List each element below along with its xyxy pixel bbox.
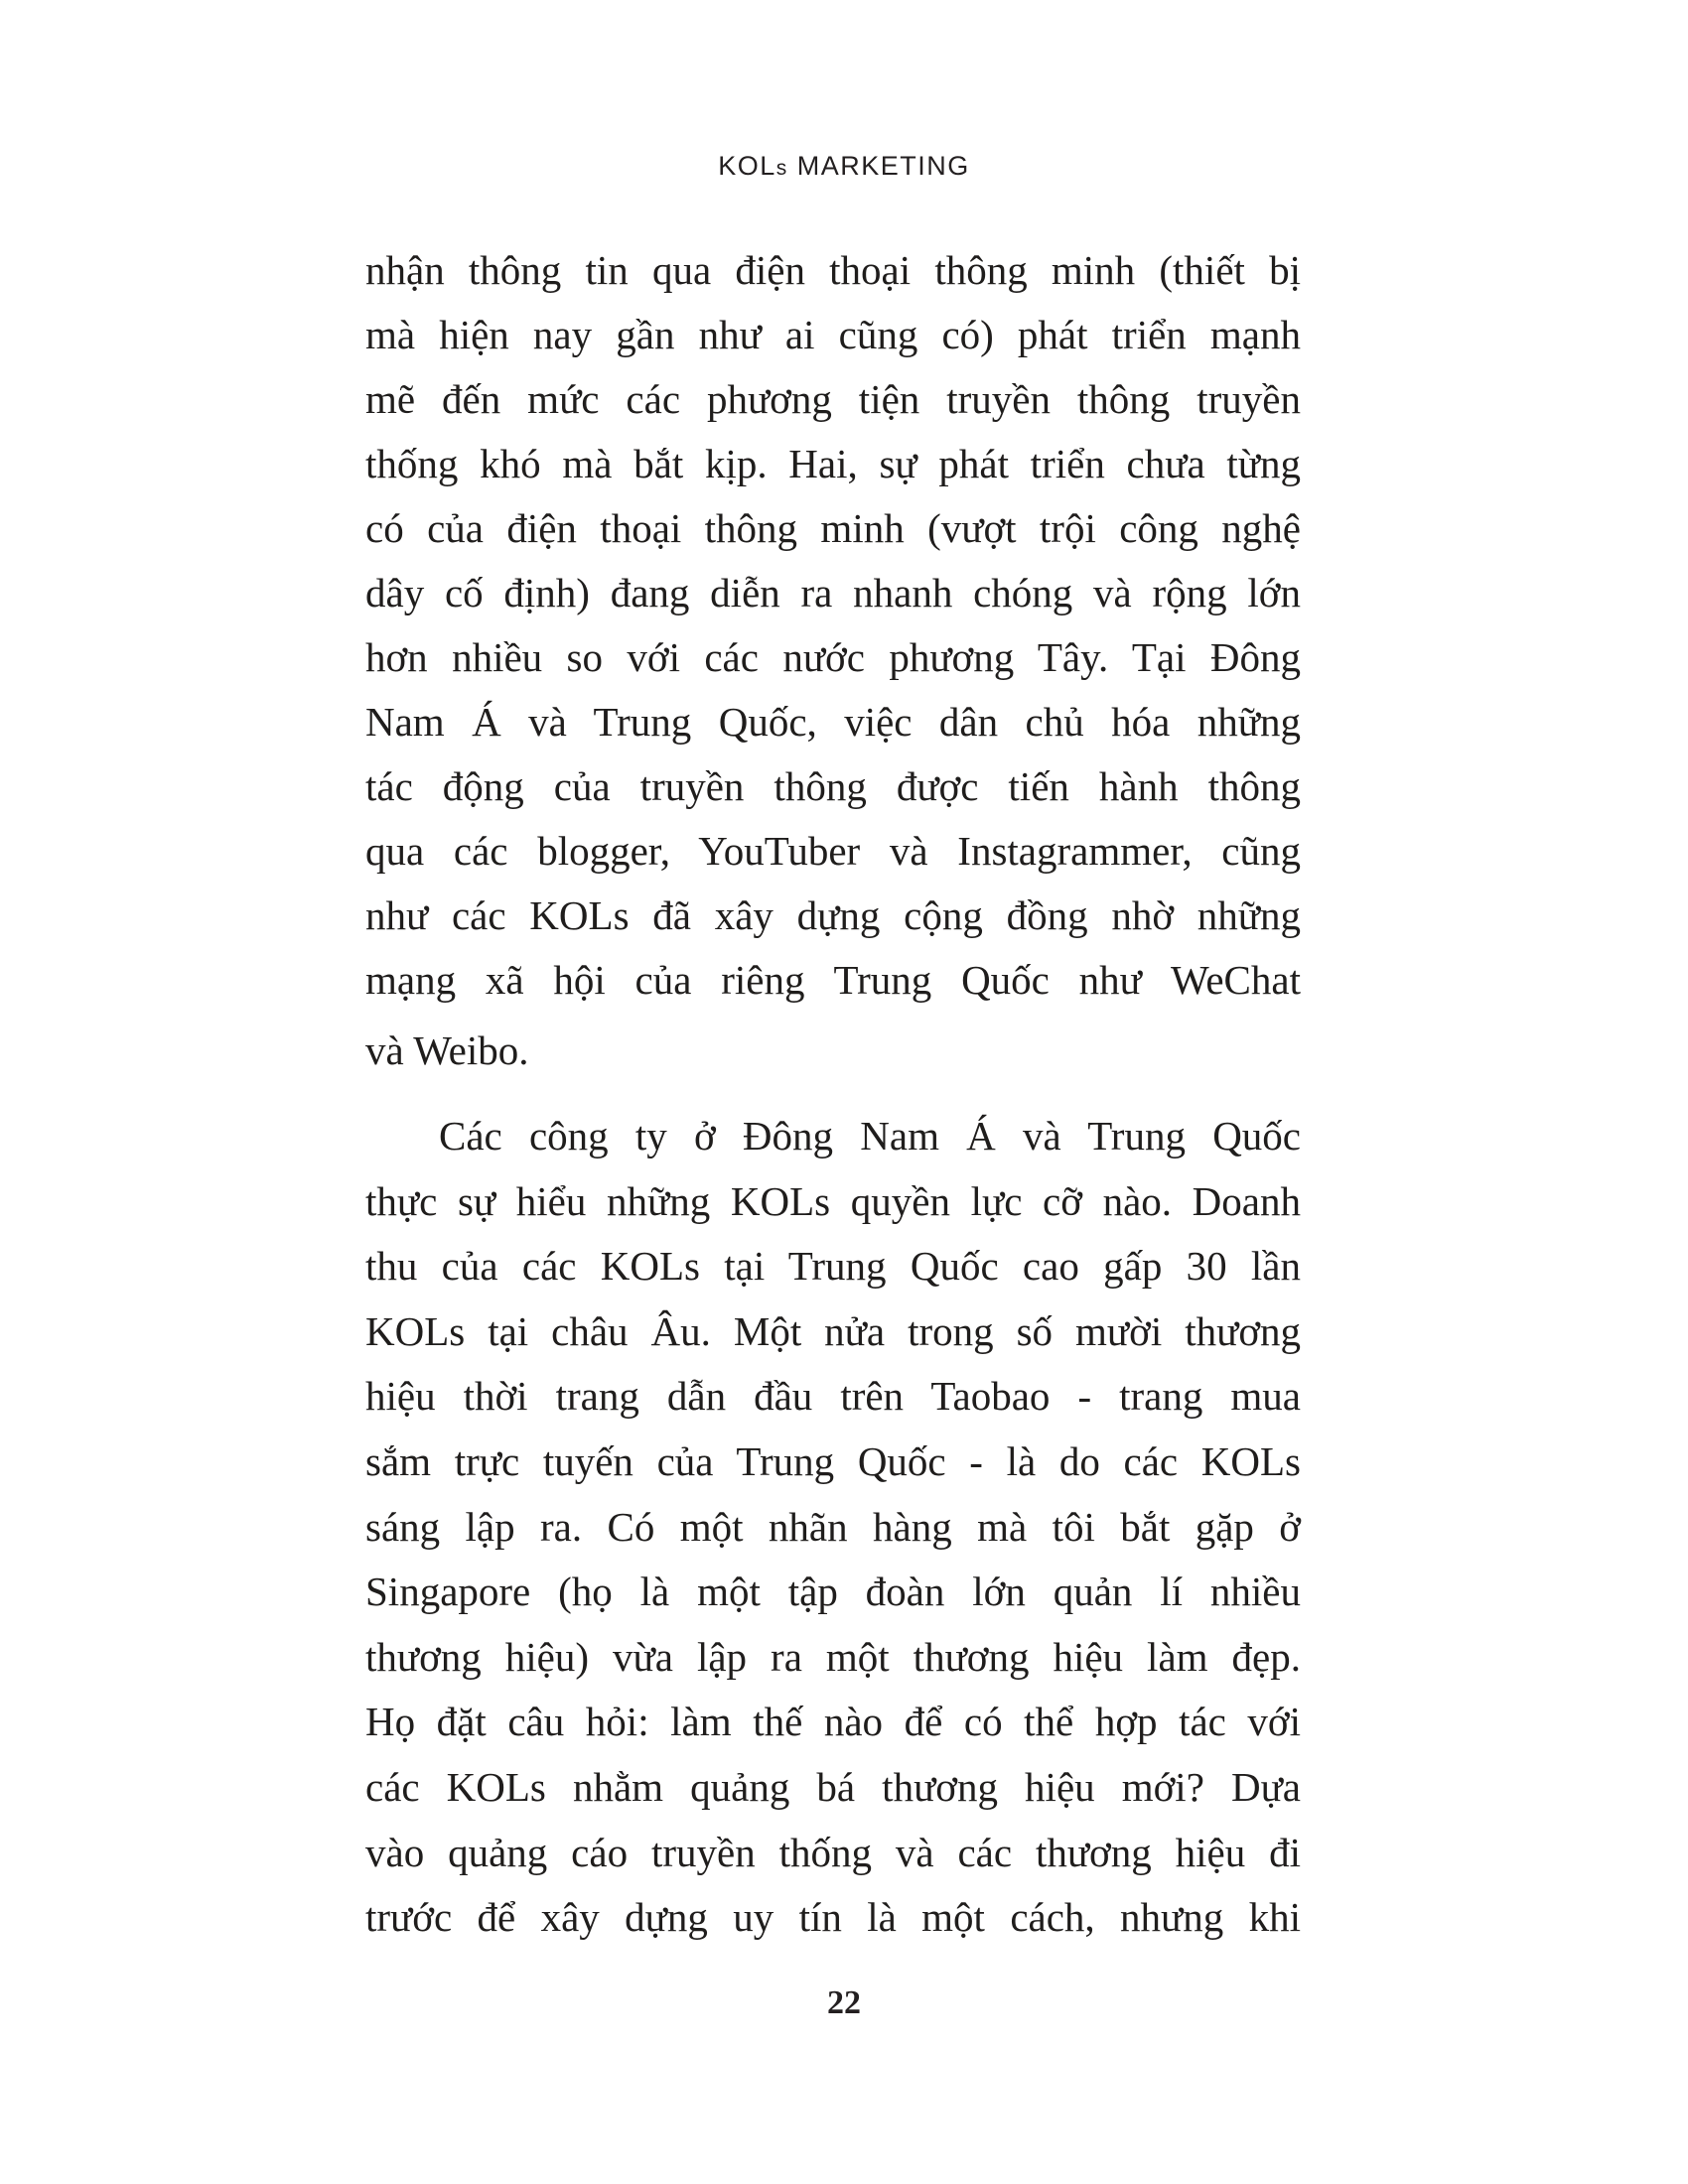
page-number: 22 (827, 1984, 861, 2021)
text-line-indented: Các công ty ở Đông Nam Á và Trung Quốc (439, 1113, 1301, 1159)
text-line: qua các blogger, YouTuber và Instagrammer, cũng (365, 828, 1301, 874)
text-line: mẽ đến mức các phương tiện truyền thông truyền (365, 376, 1301, 422)
running-header-marketing: MARKETING (787, 151, 970, 181)
text-line: mà hiện nay gần như ai cũng có) phát triển mạnh (365, 312, 1301, 357)
text-line: thương hiệu) vừa lập ra một thương hiệu làm đẹp. (365, 1634, 1301, 1680)
text-line: KOLs tại châu Âu. Một nửa trong số mười thương (365, 1308, 1301, 1354)
text-line: thống khó mà bắt kịp. Hai, sự phát triển chưa từng (365, 441, 1301, 486)
text-line: vào quảng cáo truyền thống và các thương hiệu đi (365, 1830, 1301, 1875)
text-line: tác động của truyền thông được tiến hành thông (365, 763, 1301, 809)
text-line: và Weibo. (365, 1027, 529, 1073)
text-line: Họ đặt câu hỏi: làm thế nào để có thể hợp tác với (365, 1699, 1301, 1744)
text-line: Singapore (họ là một tập đoàn lớn quản lí nhiều (365, 1569, 1301, 1614)
running-header (0, 151, 1688, 184)
text-line: dây cố định) đang diễn ra nhanh chóng và rộng lớn (365, 570, 1301, 615)
text-line: sáng lập ra. Có một nhãn hàng mà tôi bắt gặp ở (365, 1504, 1301, 1550)
text-line: có của điện thoại thông minh (vượt trội công nghệ (365, 505, 1301, 551)
text-line: trước để xây dựng uy tín là một cách, nhưng khi (365, 1894, 1301, 1940)
text-line: nhận thông tin qua điện thoại thông minh (thiết bị (365, 247, 1301, 293)
text-line: hiệu thời trang dẫn đầu trên Taobao - trang mua (365, 1373, 1301, 1419)
text-line: thực sự hiểu những KOLs quyền lực cỡ nào. Doanh (365, 1178, 1301, 1224)
running-header-s: s (775, 157, 788, 180)
running-header-kol: KOL (718, 151, 776, 181)
text-line: các KOLs nhằm quảng bá thương hiệu mới? Dựa (365, 1764, 1301, 1810)
text-line: Nam Á và Trung Quốc, việc dân chủ hóa những (365, 699, 1301, 745)
text-line: sắm trực tuyến của Trung Quốc - là do các KOLs (365, 1438, 1301, 1484)
text-line: thu của các KOLs tại Trung Quốc cao gấp 30 lần (365, 1243, 1301, 1289)
text-line: mạng xã hội của riêng Trung Quốc như WeChat (365, 957, 1301, 1003)
text-line: như các KOLs đã xây dựng cộng đồng nhờ những (365, 892, 1301, 938)
text-line: hơn nhiều so với các nước phương Tây. Tại Đông (365, 634, 1301, 680)
